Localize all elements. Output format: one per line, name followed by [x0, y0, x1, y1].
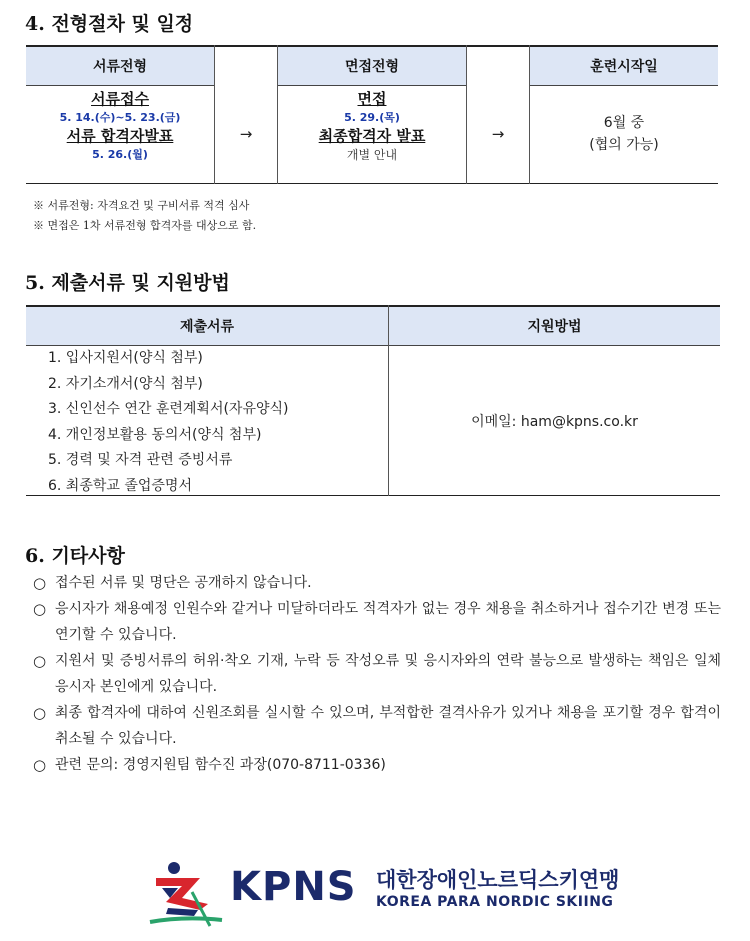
circle-bullet-icon: ○ [33, 756, 47, 774]
arrow-icon: → [491, 125, 505, 143]
kpns-logo [148, 858, 620, 930]
circle-bullet-icon: ○ [33, 704, 47, 722]
interview-cell [278, 86, 466, 182]
note-document-screening: ※ 서류전형: 자격요건 및 구비서류 적격 심사 [33, 199, 250, 212]
list-item: ○ 지원서 및 증빙서류의 허위·착오 기재, 누락 등 작성오류 및 응시자와의 연락 불능으로 발생하는 책임은 일체 응시자 본인에게 있습니다. [33, 648, 721, 700]
schedule-table [26, 45, 718, 184]
header-method: 지원방법 [389, 307, 720, 346]
application-period: 5. 14.(수)~5. 23.(금) [59, 111, 181, 124]
document-screening-cell [26, 86, 214, 182]
section5-heading: 5. 제출서류 및 지원방법 [25, 272, 230, 294]
brand-wordmark: KPNS [230, 864, 357, 910]
brand-name-korean: 대한장애인노르딕스키연맹 [376, 868, 620, 892]
arrow-icon: → [239, 125, 253, 143]
interview-date: 5. 29.(목) [344, 111, 400, 124]
circle-bullet-icon: ○ [33, 574, 47, 592]
other-notes-list [33, 570, 721, 778]
list-item: ○ 접수된 서류 및 명단은 공개하지 않습니다. [33, 570, 721, 596]
schedule-notes [33, 196, 256, 236]
contact-info: 관련 문의: 경영지원팀 함수진 과장(070-8711-0336) [55, 757, 386, 773]
stage-document-result: 서류 합격자발표 [66, 127, 174, 145]
list-item: 6. 최종학교 졸업증명서 [48, 477, 192, 494]
training-start-negotiable: (협의 가능) [589, 137, 659, 153]
circle-bullet-icon: ○ [33, 652, 47, 670]
circle-bullet-icon: ○ [33, 600, 47, 618]
stage-interview: 면접 [357, 90, 387, 108]
header-interview: 면접전형 [278, 47, 466, 86]
list-item: 3. 신인선수 연간 훈련계획서(자유양식) [48, 401, 289, 417]
individual-notice: 개별 안내 [346, 148, 398, 162]
list-item: 2. 자기소개서(양식 첨부) [48, 375, 203, 392]
application-method: 이메일: ham@kpns.co.kr [471, 413, 638, 430]
list-item: 5. 경력 및 자격 관련 증빙서류 [48, 452, 233, 468]
training-start-month: 6월 중 [603, 115, 645, 131]
section4-heading: 4. 전형절차 및 일정 [25, 13, 194, 35]
document-list [48, 346, 289, 499]
training-start-cell [530, 86, 718, 182]
list-item: 4. 개인정보활용 동의서(양식 첨부) [48, 426, 262, 443]
list-item: ○ 최종 합격자에 대하여 신원조회를 실시할 수 있으며, 부적합한 결격사유가 있거나 채용을 포기할 경우 합격이 취소될 수 있습니다. [33, 700, 721, 752]
list-item [33, 752, 721, 778]
section6-heading: 6. 기타사항 [25, 545, 125, 567]
stage-final-result: 최종합격자 발표 [318, 127, 426, 145]
table-bottom-border [26, 183, 718, 184]
skier-emblem-icon [148, 858, 224, 930]
stage-application-receipt: 서류접수 [91, 90, 149, 108]
list-item: 1. 입사지원서(양식 첨부) [48, 350, 203, 366]
note-interview: ※ 면접은 1차 서류전형 합격자를 대상으로 함. [33, 219, 257, 232]
application-table [26, 305, 720, 496]
header-training-start: 훈련시작일 [530, 47, 718, 86]
brand-name-english: KOREA PARA NORDIC SKIING [376, 894, 614, 910]
document-result-date: 5. 26.(월) [92, 148, 148, 161]
header-documents: 제출서류 [26, 307, 388, 346]
header-document-screening: 서류전형 [26, 47, 214, 86]
list-item: ○ 응시자가 채용예정 인원수와 같거나 미달하더라도 적격자가 없는 경우 채용을 취소하거나 접수기간 변경 또는 연기할 수 있습니다. [33, 596, 721, 648]
